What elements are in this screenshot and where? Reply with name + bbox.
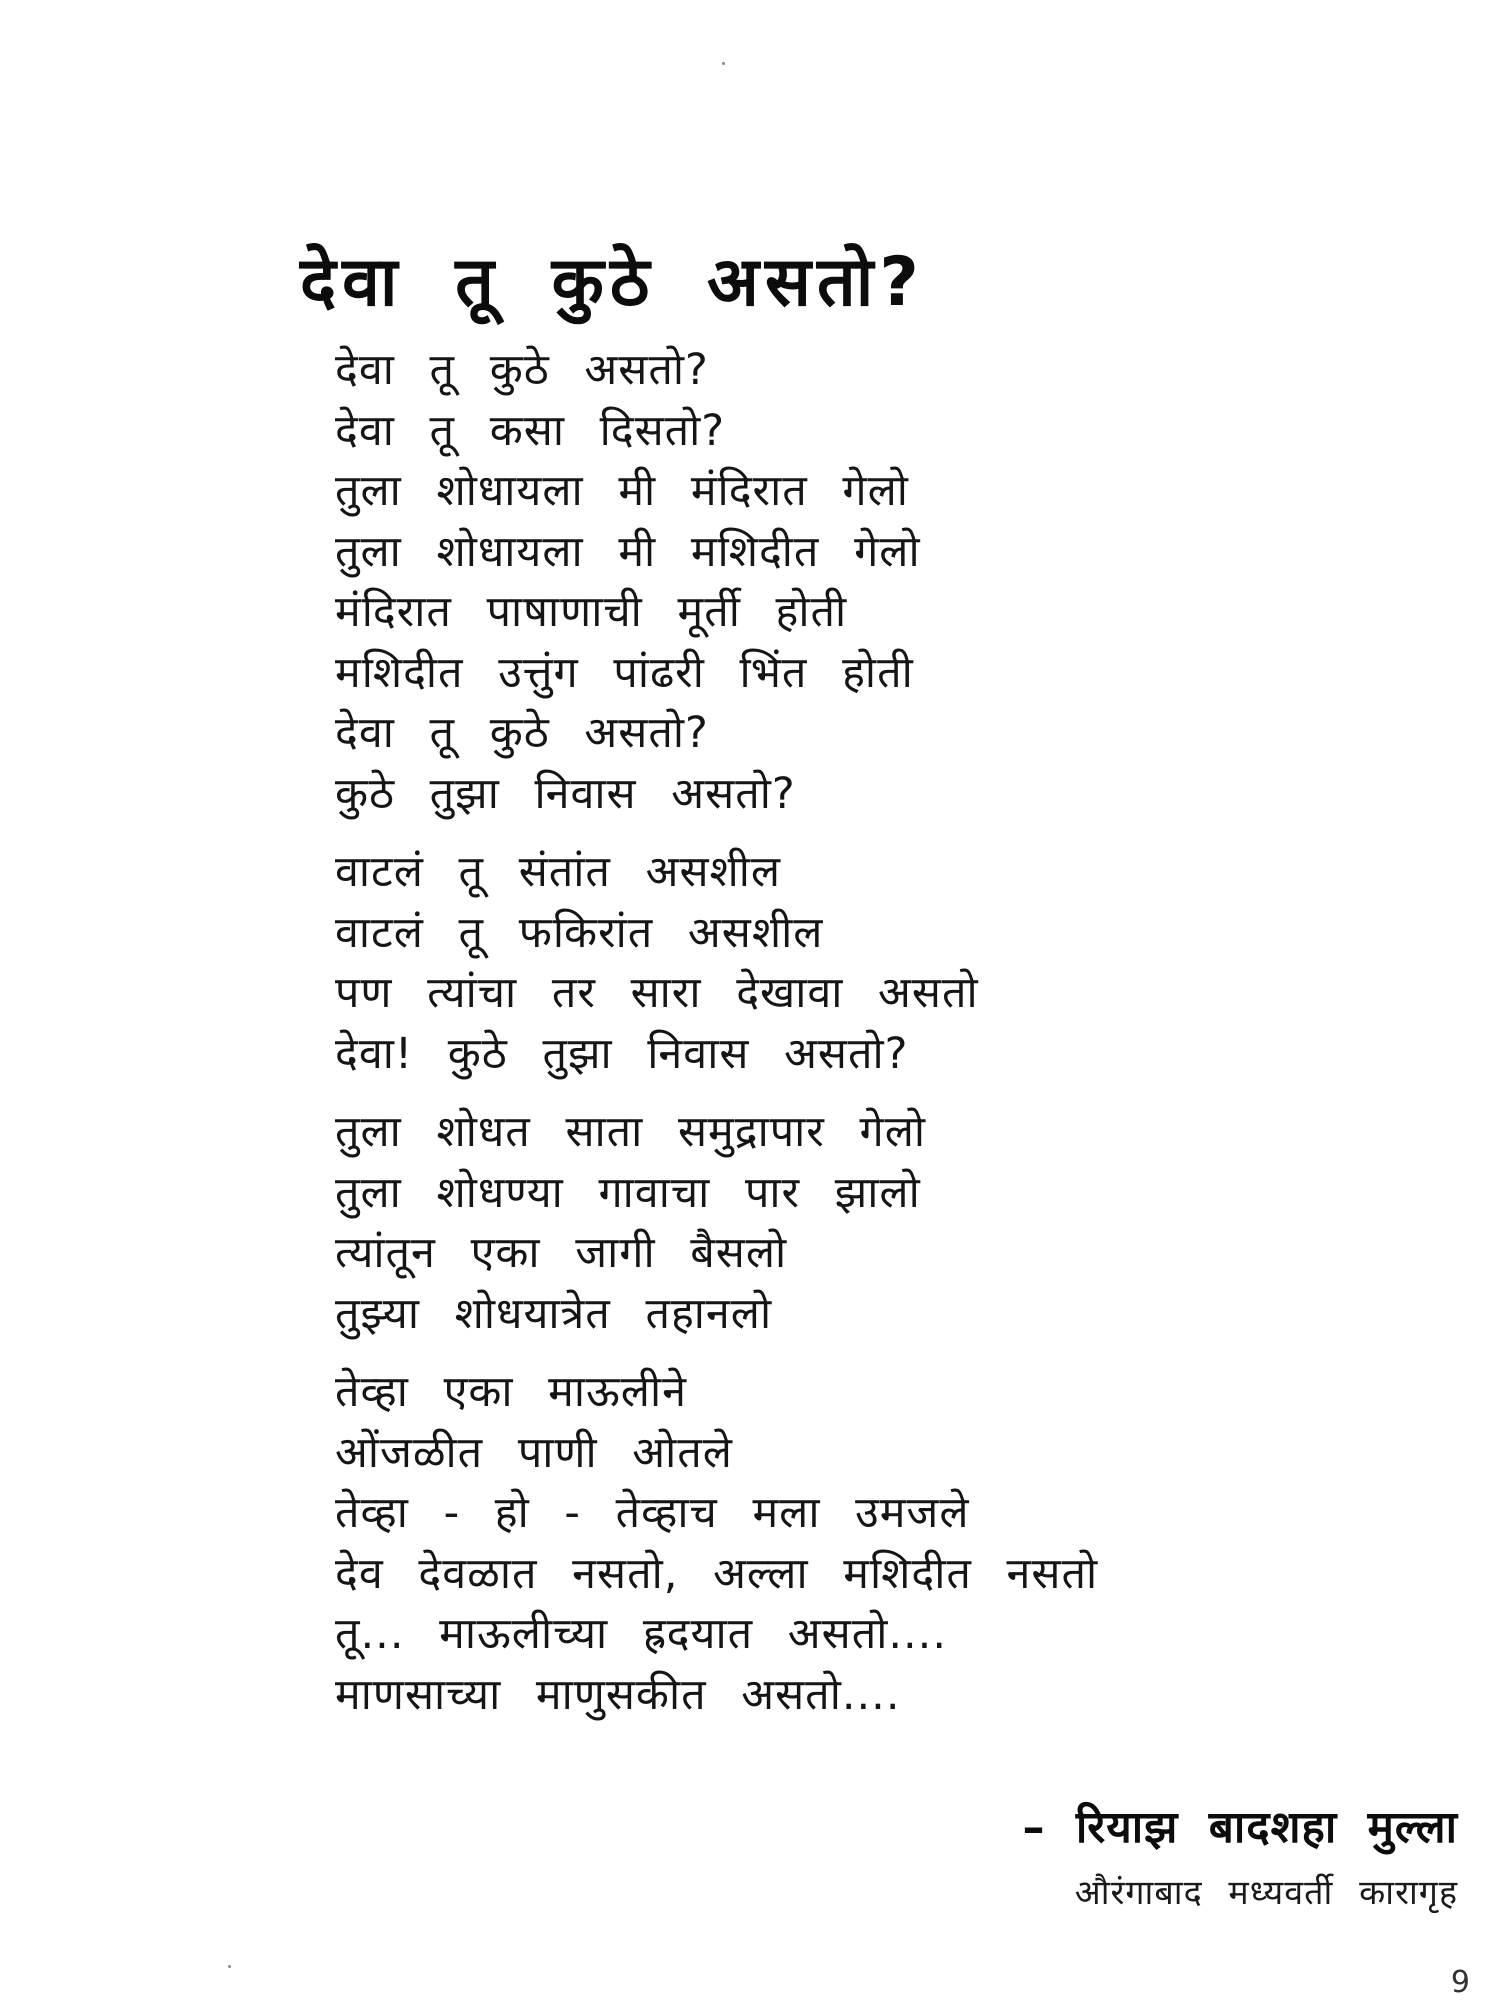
poem-line: तुला शोधायला मी मशिदीत गेलो bbox=[335, 526, 921, 577]
poem-line: तुला शोधण्या गावाचा पार झालो bbox=[335, 1167, 921, 1218]
author-name: – रियाझ बादशहा मुल्ला bbox=[1022, 1802, 1458, 1853]
poem-line: तुझ्या शोधयात्रेत तहानलो bbox=[335, 1288, 773, 1339]
poem-line: देवा! कुठे तुझा निवास असतो? bbox=[335, 1028, 909, 1079]
stanza-1 bbox=[335, 340, 1385, 824]
poem-line: देवा तू कुठे असतो? bbox=[335, 345, 709, 395]
poem-line: तुला शोधत साता समुद्रापार गेलो bbox=[335, 1107, 927, 1157]
page-number: 9 bbox=[1450, 1965, 1470, 2000]
stanza-3 bbox=[335, 1102, 1385, 1344]
poem-line: कुठे तुझा निवास असतो? bbox=[335, 768, 796, 819]
author-affiliation: औरंगाबाद मध्यवर्ती कारागृह bbox=[1074, 1873, 1458, 1913]
poem-line: तेव्हा एका माऊलीने bbox=[335, 1367, 687, 1417]
stanza-4 bbox=[335, 1362, 1385, 1725]
poem-body bbox=[335, 340, 1385, 1743]
poem-line: मशिदीत उत्तुंग पांढरी भिंत होती bbox=[335, 647, 914, 698]
poem-line: वाटलं तू फकिरांत असशील bbox=[335, 907, 824, 958]
poem-line: देवा तू कुठे असतो? bbox=[335, 708, 709, 758]
poem-line: ओंजळीत पाणी ओतले bbox=[335, 1427, 733, 1478]
poem-line: देवा तू कसा दिसतो? bbox=[335, 405, 726, 456]
poem-line: तुला शोधायला मी मंदिरात गेलो bbox=[335, 466, 909, 516]
scan-speck bbox=[722, 62, 725, 65]
poem-line: मंदिरात पाषाणाची मूर्ती होती bbox=[335, 587, 848, 637]
poem-line: तेव्हा - हो - तेव्हाच मला उमजले bbox=[335, 1488, 970, 1538]
poem-title: देवा तू कुठे असतो? bbox=[300, 242, 925, 322]
scan-speck bbox=[228, 1965, 231, 1968]
poem-line: तू... माऊलीच्या ह्रदयात असतो.... bbox=[335, 1609, 948, 1659]
poem-line: वाटलं तू संतांत असशील bbox=[335, 847, 782, 897]
stanza-2 bbox=[335, 842, 1385, 1084]
poem-line: देव देवळात नसतो, अल्ला मशिदीत नसतो bbox=[335, 1548, 1099, 1599]
poem-line: पण त्यांचा तर सारा देखावा असतो bbox=[335, 968, 979, 1018]
poem-line: त्यांतून एका जागी बैसलो bbox=[335, 1228, 788, 1278]
poem-line: माणसाच्या माणुसकीत असतो.... bbox=[335, 1669, 901, 1720]
